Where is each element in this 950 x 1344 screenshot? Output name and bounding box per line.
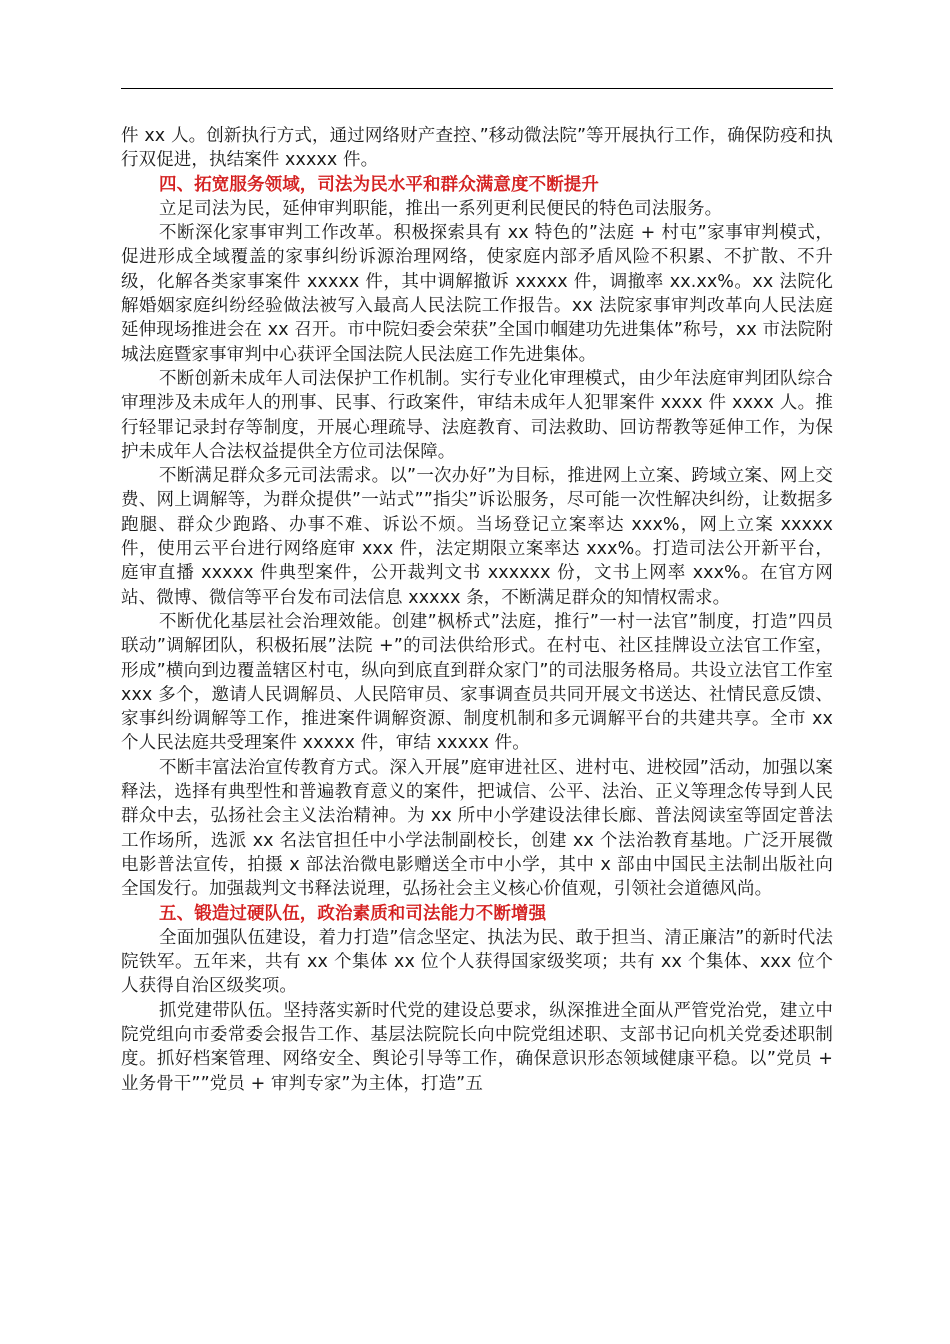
- section-heading: 五、锻造过硬队伍，政治素质和司法能力不断增强: [159, 903, 547, 924]
- section-heading: 四、拓宽服务领域，司法为民水平和群众满意度不断提升: [159, 174, 599, 195]
- paragraph: 全面加强队伍建设，着力打造”信念坚定、执法为民、敢于担当、清正廉洁”的新时代法院铁军。五年来，共有 xx 个集体 xx 位个人获得国家级奖项；共有 xx 个集体、xxx 位个人获得自治区级奖项。: [121, 927, 833, 997]
- paragraph: 件 xx 人。创新执行方式，通过网络财产查控、”移动微法院”等开展执行工作，确保防疫和执行双促进，执结案件 xxxxx 件。: [121, 126, 833, 171]
- paragraph: 抓党建带队伍。坚持落实新时代党的建设总要求，纵深推进全面从严管党治党，建立中院党组向市委常委会报告工作、基层法院院长向中院党组述职、支部书记向机关党委述职制度。抓好档案管理、网络安全、舆论引导等工作，确保意识形态领域健康平稳。以”党员 + 业务骨干””党员 + 审判专家”为主体，打造”五: [121, 1000, 833, 1094]
- paragraph: 不断创新未成年人司法保护工作机制。实行专业化审理模式，由少年法庭审判团队综合审理涉及未成年人的刑事、民事、行政案件，审结未成年人犯罪案件 xxxx 件 xxxx 人。推行轻罪记录封存等制度，开展心理疏导、法庭教育、司法救助、回访帮教等延伸工作，为保护未成年人合法权益提供全方位司法保障。: [121, 368, 833, 462]
- paragraph: 立足司法为民，延伸审判职能，推出一系列更利民便民的特色司法服务。: [159, 198, 723, 219]
- header-rule: [121, 88, 833, 89]
- paragraph: 不断优化基层社会治理效能。创建”枫桥式”法庭，推行”一村一法官”制度，打造”四员联动”调解团队，积极拓展”法院 +”的司法供给形式。在村屯、社区挂牌设立法官工作室，形成”横向到边覆盖辖区村屯，纵向到底直到群众家门”的司法服务格局。共设立法官工作室 xxx 多个，邀请人民调解员、人民陪审员、家事调查员共同开展文书送达、社情民意反馈、家事纠纷调解等工作，推进案件调解资源、制度机制和多元调解平台的共建共享。全市 xx 个人民法庭共受理案件 xxxxx 件，审结 xxxxx 件。: [121, 611, 833, 754]
- paragraph: 不断丰富法治宣传教育方式。深入开展”庭审进社区、进村屯、进校园”活动，加强以案释法，选择有典型性和普遍教育意义的案件，把诚信、公平、法治、正义等理念传导到人民群众中去，弘扬社会主义法治精神。为 xx 所中小学建设法律长廊、普法阅读室等固定普法工作场所，选派 xx 名法官担任中小学法制副校长，创建 xx 个法治教育基地。广泛开展微电影普法宣传，拍摄 x 部法治微电影赠送全市中小学，其中 x 部由中国民主法制出版社向全国发行。加强裁判文书释法说理，弘扬社会主义核心价值观，引领社会道德风尚。: [121, 757, 833, 900]
- document-body: [121, 124, 833, 1096]
- paragraph: 不断满足群众多元司法需求。以”一次办好”为目标，推进网上立案、跨域立案、网上交费、网上调解等，为群众提供”一站式””指尖”诉讼服务，尽可能一次性解决纠纷，让数据多跑腿、群众少跑路、办事不难、诉讼不烦。当场登记立案率达 xxx%，网上立案 xxxxx 件，使用云平台进行网络庭审 xxx 件，法定期限立案率达 xxx%。打造司法公开新平台，庭审直播 xxxxx 件典型案件，公开裁判文书 xxxxxx 份，文书上网率 xxx%。在官方网站、微博、微信等平台发布司法信息 xxxxx 条，不断满足群众的知情权需求。: [121, 466, 833, 608]
- paragraph: 不断深化家事审判工作改革。积极探索具有 xx 特色的”法庭 + 村屯”家事审判模式，促进形成全域覆盖的家事纠纷诉源治理网络，使家庭内部矛盾风险不积累、不扩散、不升级，化解各类家事案件 xxxxx 件，其中调解撤诉 xxxxx 件，调撤率 xx.xx%。xx 法院化解婚姻家庭纠纷经验做法被写入最高人民法院工作报告。xx 法院家事审判改革向人民法庭延伸现场推进会在 xx 召开。市中院妇委会荣获”全国巾帼建功先进集体”称号，xx 市法院附城法庭暨家事审判中心获评全国法院人民法庭工作先进集体。: [121, 223, 833, 365]
